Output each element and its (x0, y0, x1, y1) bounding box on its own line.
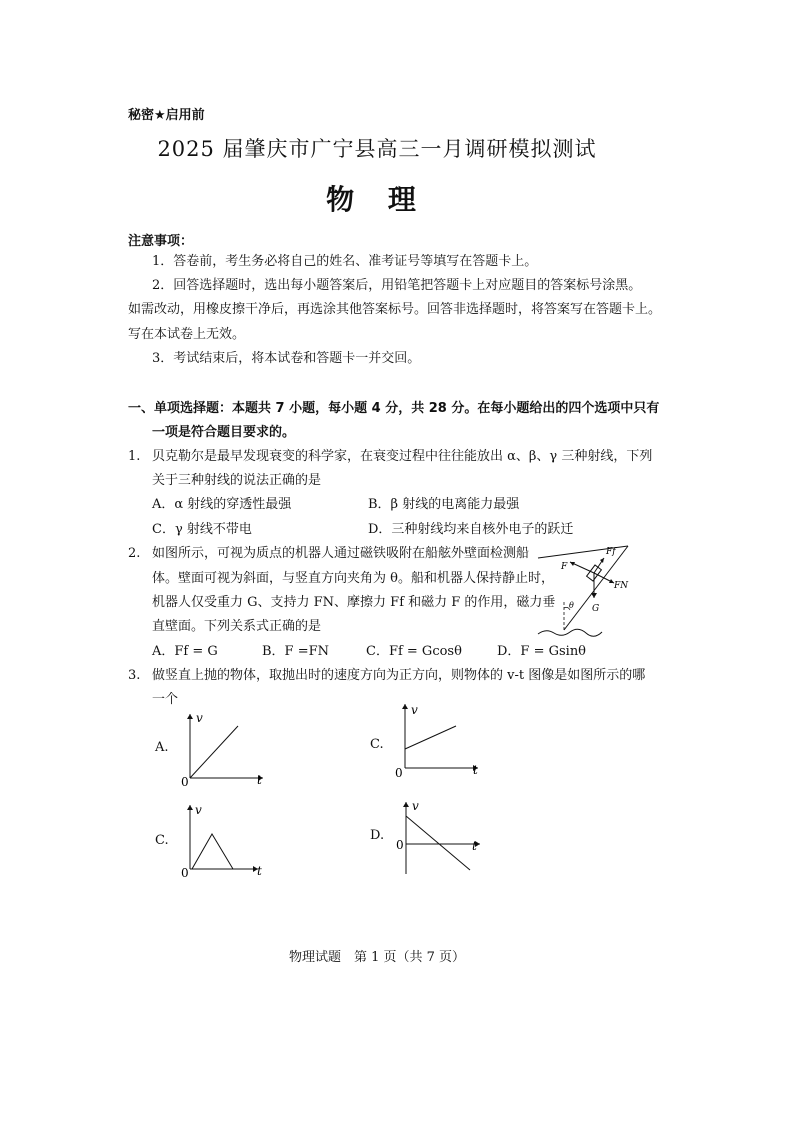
theta-label: θ (569, 601, 574, 610)
q2-option-a: A．Ff = G (152, 644, 218, 659)
graph-d-v-label: v (412, 799, 419, 813)
q2-option-b: B．F =FN (262, 644, 329, 659)
water-surface (538, 629, 602, 636)
graph-c-label: C. (155, 833, 169, 848)
graph-a (175, 708, 275, 788)
friction-label: Ff (606, 547, 616, 557)
q2-stem-line-3: 机器人仅受重力 G、支持力 FN、摩擦力 Ff 和磁力 F 的作用，磁力垂 (152, 595, 556, 610)
notes-item-1: 1．答卷前，考生务必将自己的姓名、准考证号等填写在答题卡上。 (152, 254, 538, 269)
magnetic-force-label: F (561, 562, 568, 572)
graph-c-t-label: t (257, 864, 262, 878)
graph-a-label: A. (155, 740, 169, 755)
graph-b-t-label: t (473, 763, 478, 777)
graph-b-v-label: v (411, 703, 418, 717)
q1-stem-line-1: 贝克勒尔是最早发现衰变的科学家，在衰变过程中往往能放出 α、β、γ 三种射线，下列 (152, 449, 653, 464)
q2-force-diagram (534, 540, 634, 640)
graph-b-v-arrowhead (402, 704, 408, 709)
graph-b-line (405, 726, 456, 749)
q2-option-c: C．Ff = Gcosθ (366, 644, 462, 659)
page-footer: 物理试题 第 1 页（共 7 页） (288, 950, 466, 965)
q1-number: 1. (128, 449, 141, 464)
section-1-line-2: 一项是符合题目要求的。 (152, 425, 296, 440)
graph-d-label: D. (370, 828, 385, 843)
q1-stem-line-2: 关于三种射线的说法正确的是 (152, 473, 322, 488)
q2-stem-line-2: 体。壁面可视为斜面，与竖直方向夹角为 θ。船和机器人保持静止时， (152, 571, 554, 586)
secret-label: 秘密★启用前 (128, 108, 205, 123)
graph-c-origin: 0 (181, 866, 189, 880)
q3-stem-line-1: 做竖直上抛的物体，取抛出时的速度方向为正方向，则物体的 v-t 图像是如图所示的哪 (152, 668, 646, 683)
q3-stem-line-2: 一个 (152, 692, 179, 707)
notes-item-2-line-2: 如需改动，用橡皮擦干净后，再选涂其他答案标号。回答非选择题时，将答案写在答题卡上。 (128, 302, 662, 317)
notes-item-2-line-3: 写在本试卷上无效。 (128, 327, 246, 342)
graph-b-label: C. (370, 737, 384, 752)
graph-a-v-arrowhead (187, 714, 193, 719)
q2-number: 2. (128, 546, 141, 561)
q1-option-d: D．三种射线均来自核外电子的跃迁 (368, 522, 574, 537)
subject-title: 物 理 (326, 183, 428, 216)
graph-b (392, 702, 492, 782)
graph-d (392, 798, 492, 878)
q2-stem-line-1: 如图所示，可视为质点的机器人通过磁铁吸附在船舷外壁面检测船 (152, 546, 530, 561)
q2-stem-line-4: 直壁面。下列关系式正确的是 (152, 619, 322, 634)
graph-d-v-arrowhead (403, 802, 409, 807)
q3-number: 3. (128, 668, 141, 683)
notes-item-2-line-1: 2．回答选择题时，选出每小题答案后，用铅笔把答题卡上对应题目的答案标号涂黑。 (152, 278, 642, 293)
graph-c-v-arrowhead (187, 805, 193, 810)
exam-title: 2025 届肇庆市广宁县高三一月调研模拟测试 (157, 137, 597, 161)
graph-d-origin: 0 (396, 838, 404, 852)
graph-d-line (406, 816, 470, 870)
q1-option-b: B．β 射线的电离能力最强 (368, 497, 520, 512)
graph-d-t-label: t (472, 839, 477, 853)
notes-item-3: 3．考试结束后，将本试卷和答题卡一并交回。 (152, 351, 421, 366)
graph-a-line (190, 726, 238, 778)
notes-heading: 注意事项： (128, 234, 194, 249)
graph-a-origin: 0 (181, 775, 189, 788)
gravity-label: G (592, 604, 600, 614)
gravity-arrowhead (591, 593, 597, 598)
section-1-line-1: 一、单项选择题：本题共 7 小题，每小题 4 分，共 28 分。在每小题给出的四个选项中只有 (128, 401, 660, 416)
graph-c-line (192, 834, 233, 869)
graph-b-origin: 0 (395, 766, 403, 780)
graph-c (175, 800, 275, 880)
q2-option-d: D．F = Gsinθ (497, 644, 587, 659)
normal-force-label: FN (614, 581, 629, 591)
q1-option-a: A．α 射线的穿透性最强 (152, 497, 292, 512)
graph-a-t-label: t (257, 773, 262, 787)
graph-c-v-label: v (195, 803, 202, 817)
graph-a-v-label: v (196, 711, 203, 725)
q1-option-c: C．γ 射线不带电 (152, 522, 252, 537)
